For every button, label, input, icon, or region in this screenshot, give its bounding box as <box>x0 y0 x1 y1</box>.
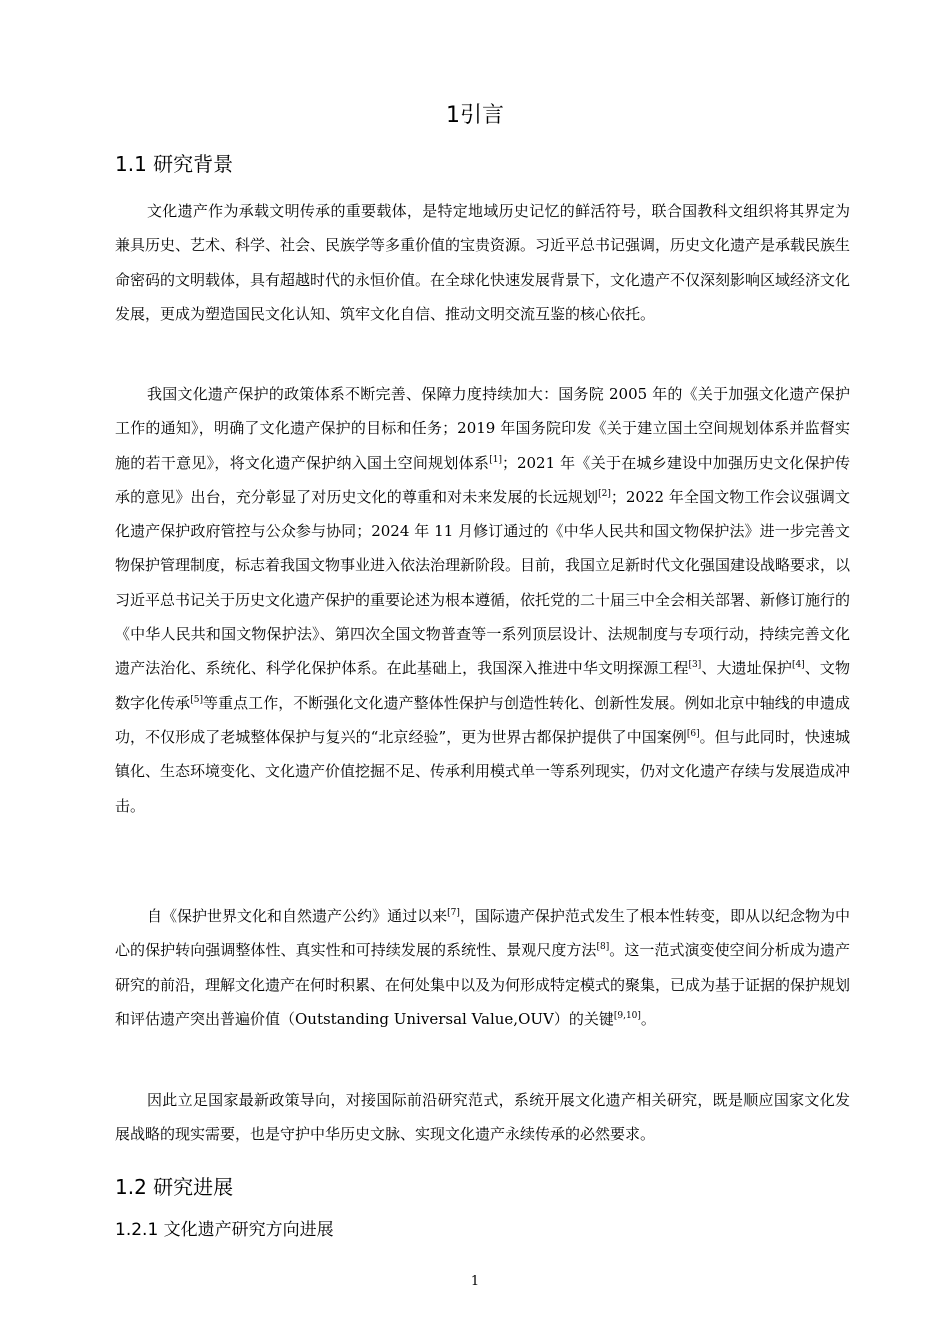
paragraph-2-text-1: 我国文化遗产保护的政策体系不断完善、保障力度持续加大：国务院 2005 年的《关于加强文化遗产保护工作的通知》，明确了文化遗产保护的目标和任务；2019 年国务院印发《关于建立国土空间规划体系并监督实施的若干意见》，将文化遗产保护纳入国土空间规划体系 <box>115 385 850 472</box>
citation-7: [7] <box>447 908 460 918</box>
section-heading-1-1: 1.1 研究背景 <box>115 152 234 176</box>
citation-5: [5] <box>190 694 203 705</box>
citation-8: [8] <box>596 942 610 953</box>
paragraph-2-text-2: ；2021 年《关于在城乡建设中加强历史文化保护传承的意见》出台，充分彰显了对历史文化的尊重和对未来发展的长远规划 <box>115 453 850 506</box>
paragraph-3-text-4: 。 <box>640 1009 656 1028</box>
subsection-heading-1-2-1: 1.2.1 文化遗产研究方向进展 <box>115 1220 334 1240</box>
paragraph-2-text-5: 、文物数字化传承 <box>115 659 850 712</box>
citation-9-10: [9,10] <box>613 1010 641 1021</box>
chapter-title: 1引言 <box>446 103 504 128</box>
page-number: 1 <box>470 1274 480 1289</box>
paragraph-3-text-2: ，国际遗产保护范式发生了根本性转变，即从以纪念物为中心的保护转向强调整体性、真实性和可持续发展的系统性、景观尺度方法 <box>115 907 850 960</box>
paragraph-2-text-3: ；2022 年全国文物工作会议强调文化遗产保护政府管控与公众参与协同；2024 年 11 月修订通过的《中华人民共和国文物保护法》进一步完善文物保护管理制度，标志着我国文物事业进入依法治理新阶段。目前，我国立足新时代文化强国建设战略要求，以习近平总书记关于历史文化遗产保护的重要论述为根本遵循，依托党的二十届三中全会相关部署、新修订施行的《中华人民共和国文物保护法》、第四次全国文物普查等一系列顶层设计、法规制度与专项行动，持续完善文化遗产法治化、系统化、科学化保护体系。在此基础上，我国深入推进中华文明探源工程 <box>115 487 851 678</box>
paragraph-2 <box>115 377 850 823</box>
paragraph-3-text-3: 。这一范式演变使空间分析成为遗产研究的前沿，理解文化遗产在何时积累、在何处集中以及为何形成特定模式的聚集，已成为基于证据的保护规划和评估遗产突出普遍价值（Outstanding Universal Value,OUV）的关键 <box>115 941 851 1028</box>
citation-6: [6] <box>686 728 700 739</box>
citation-4: [4] <box>791 660 805 671</box>
paragraph-2-text-6: 等重点工作，不断强化文化遗产整体性保护与创造性转化、创新性发展。例如北京中轴线的申遗成功，不仅形成了老城整体保护与复兴的“北京经验”，更为世界古都保护提供了中国案例 <box>115 693 850 746</box>
paragraph-2-text-7: 。但与此同时，快速城镇化、生态环境变化、文化遗产价值挖掘不足、传承利用模式单一等系列现实，仍对文化遗产存续与发展造成冲击。 <box>115 727 851 815</box>
paragraph-4: 因此立足国家最新政策导向，对接国际前沿研究范式，系统开展文化遗产相关研究，既是顺应国家文化发展战略的现实需要，也是守护中华历史文脉、实现文化遗产永续传承的必然要求。 <box>115 1091 850 1144</box>
section-heading-1-2: 1.2 研究进展 <box>115 1175 234 1199</box>
citation-3: [3] <box>688 660 702 671</box>
citation-2: [2] <box>598 488 611 499</box>
paragraph-2-text-4: 、大遗址保护 <box>701 659 792 678</box>
paragraph-1: 文化遗产作为承载文明传承的重要载体，是特定地域历史记忆的鲜活符号，联合国教科文组织将其界定为兼具历史、艺术、科学、社会、民族学等多重价值的宝贵资源。习近平总书记强调，历史文化遗产是承载民族生命密码的文明载体，具有超越时代的永恒价值。在全球化快速发展背景下，文化遗产不仅深刻影响区域经济文化发展，更成为塑造国民文化认知、筑牢文化自信、推动文明交流互鉴的核心依托。 <box>115 202 851 323</box>
citation-1: [1] <box>489 454 502 465</box>
paragraph-3 <box>115 899 850 1036</box>
paragraph-3-text-1: 自《保护世界文化和自然遗产公约》通过以来 <box>147 907 448 925</box>
